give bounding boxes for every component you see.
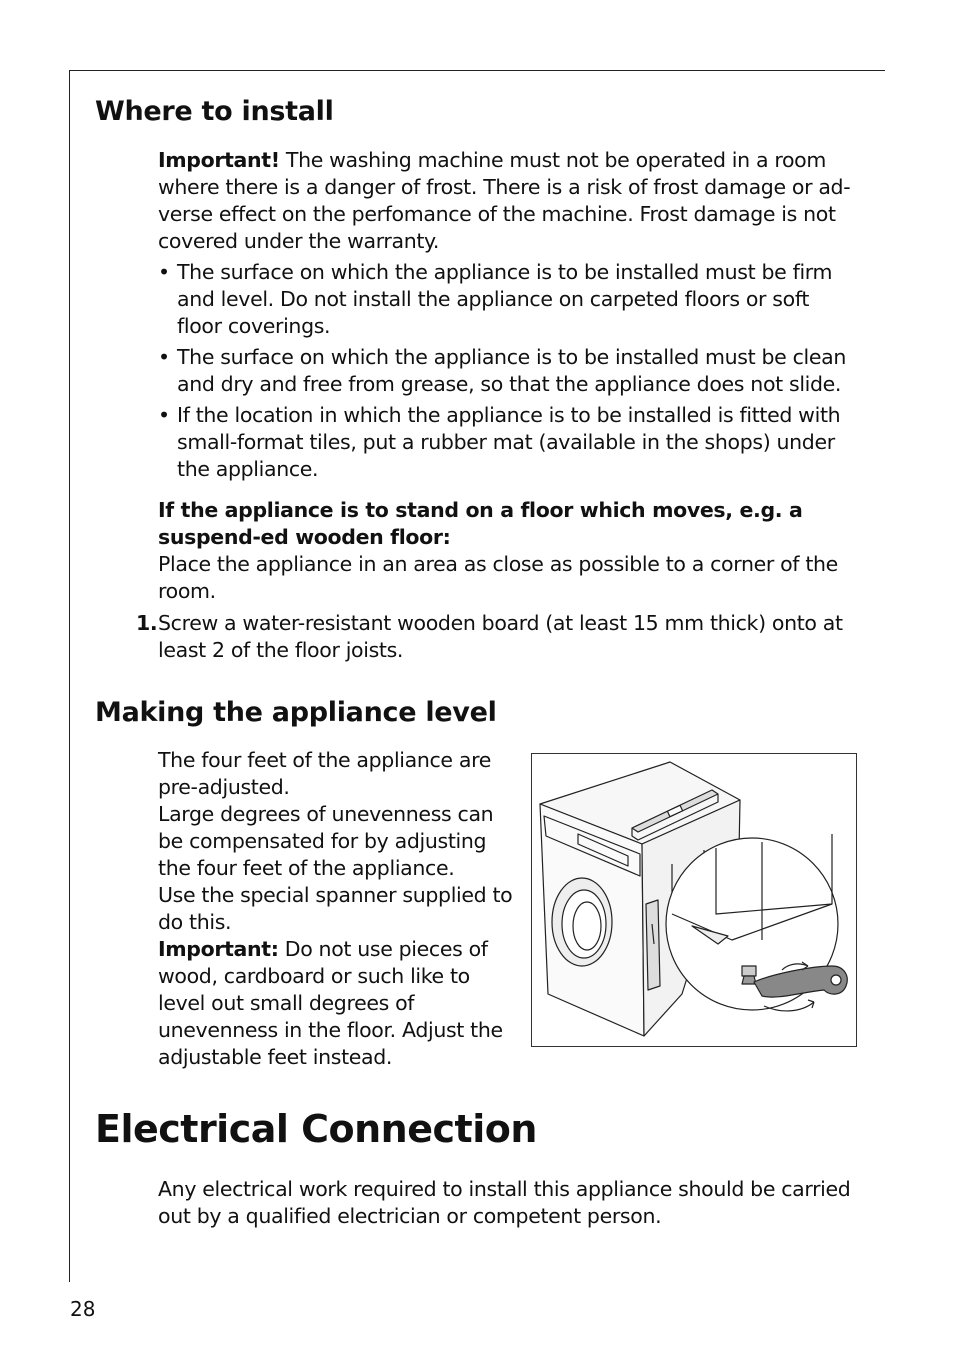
important-frost-text: The washing machine must not be operated in a room where there is a danger of frost. There is a risk of frost damage or ad-verse effect on the perfomance of the machine. Frost damage is not covered under the warranty.	[158, 148, 851, 253]
heading-electrical-connection: Electrical Connection	[95, 1107, 537, 1151]
moving-floor-text: Place the appliance in an area as close as possible to a corner of the room.	[158, 552, 838, 603]
list-item-text: The surface on which the appliance is to be installed must be firm and level. Do not install the appliance on carpeted floors or soft floor coverings.	[177, 260, 833, 338]
levelling-para-1: The four feet of the appliance are pre-adjusted.	[158, 748, 491, 799]
step-number: 1.	[136, 611, 158, 635]
electrical-text: Any electrical work required to install this appliance should be carried out by a qualified electrician or competent person.	[158, 1177, 851, 1228]
list-item	[158, 259, 858, 340]
important-label: Important!	[158, 148, 280, 172]
list-item-text: The surface on which the appliance is to be installed must be clean and dry and free from grease, so that the appliance does not slide.	[177, 345, 846, 396]
install-requirements-list	[158, 259, 858, 487]
levelling-instructions	[158, 747, 520, 1071]
heading-making-level: Making the appliance level	[95, 697, 497, 728]
bullet-marker: •	[158, 345, 170, 369]
list-item	[158, 344, 858, 398]
page-frame-top-rule	[69, 70, 885, 71]
levelling-important-text: Do not use pieces of wood, cardboard or such like to level out small degrees of unevenness in the floor. Adjust the adjustable feet instead.	[158, 937, 503, 1069]
page-number: 28	[70, 1297, 96, 1321]
bullet-marker: •	[158, 403, 170, 427]
levelling-important	[158, 936, 520, 1071]
moving-floor-heading: If the appliance is to stand on a floor which moves, e.g. a suspend-ed wooden floor:	[158, 498, 803, 549]
page-frame-left-rule	[69, 70, 70, 1282]
washing-machine-levelling-illustration	[531, 753, 857, 1047]
heading-where-to-install: Where to install	[95, 96, 334, 127]
washing-machine-icon	[532, 754, 856, 1046]
list-item	[158, 402, 858, 483]
list-item-text: If the location in which the appliance is to be installed is fitted with small-format tiles, put a rubber mat (available in the shops) under the appliance.	[177, 403, 841, 481]
important-frost-paragraph	[158, 147, 858, 255]
step-text: Screw a water-resistant wooden board (at least 15 mm thick) onto at least 2 of the floor joists.	[158, 611, 843, 662]
levelling-para-3: Use the special spanner supplied to do this.	[158, 883, 513, 934]
levelling-para-2: Large degrees of unevenness can be compensated for by adjusting the four feet of the appliance.	[158, 802, 494, 880]
bullet-marker: •	[158, 260, 170, 284]
important-label: Important:	[158, 937, 279, 961]
